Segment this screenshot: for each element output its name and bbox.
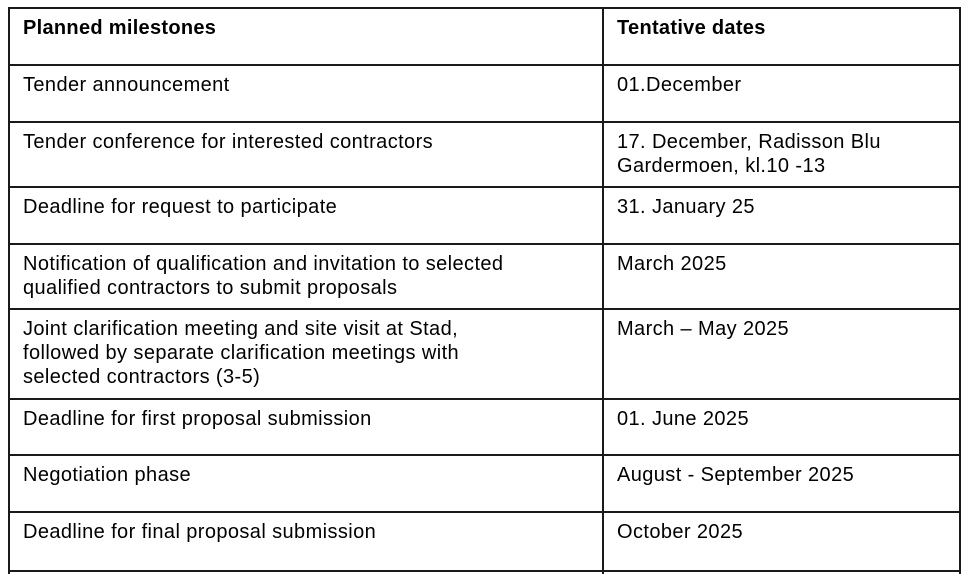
date-cell: August - September 2025 <box>603 455 960 512</box>
milestone-line: followed by separate clarification meetings with <box>23 342 460 364</box>
date-line: 17. December, Radisson Blu <box>617 131 881 153</box>
header-planned-milestones: Planned milestones <box>9 8 603 65</box>
table-row <box>9 122 960 187</box>
milestone-cell: Deadline for request to participate <box>9 187 603 244</box>
date-cell: March – May 2025 <box>603 309 960 399</box>
milestone-line: qualified contractors to submit proposals <box>23 277 398 299</box>
milestone-cell: Deadline for first proposal submission <box>9 399 603 455</box>
table-row <box>9 399 960 455</box>
milestone-line: Notification of qualification and invitation to selected <box>23 253 504 275</box>
date-cell <box>603 122 960 187</box>
milestone-cell: Tender announcement <box>9 65 603 122</box>
date-cell: 01. June 2025 <box>603 399 960 455</box>
date-cell: March 2025 <box>603 244 960 309</box>
milestone-line: selected contractors (3-5) <box>23 366 261 388</box>
milestone-cell: Tender conference for interested contractors <box>9 122 603 187</box>
milestone-cell <box>9 244 603 309</box>
table-row <box>9 187 960 244</box>
header-tentative-dates: Tentative dates <box>603 8 960 65</box>
date-cell: October 2025 <box>603 512 960 571</box>
milestone-line: Joint clarification meeting and site visit at Stad, <box>23 318 459 340</box>
milestone-cell: Deadline for final proposal submission <box>9 512 603 571</box>
milestone-cell <box>9 309 603 399</box>
table-row <box>9 512 960 571</box>
date-cell: 01.December <box>603 65 960 122</box>
table-row <box>9 65 960 122</box>
table-row <box>9 309 960 399</box>
date-line: Gardermoen, kl.10 -13 <box>617 155 826 177</box>
milestones-table <box>8 7 961 574</box>
table-header-row <box>9 8 960 65</box>
table-row <box>9 244 960 309</box>
milestone-cell: Negotiation phase <box>9 455 603 512</box>
table-row <box>9 455 960 512</box>
date-cell: 31. January 25 <box>603 187 960 244</box>
